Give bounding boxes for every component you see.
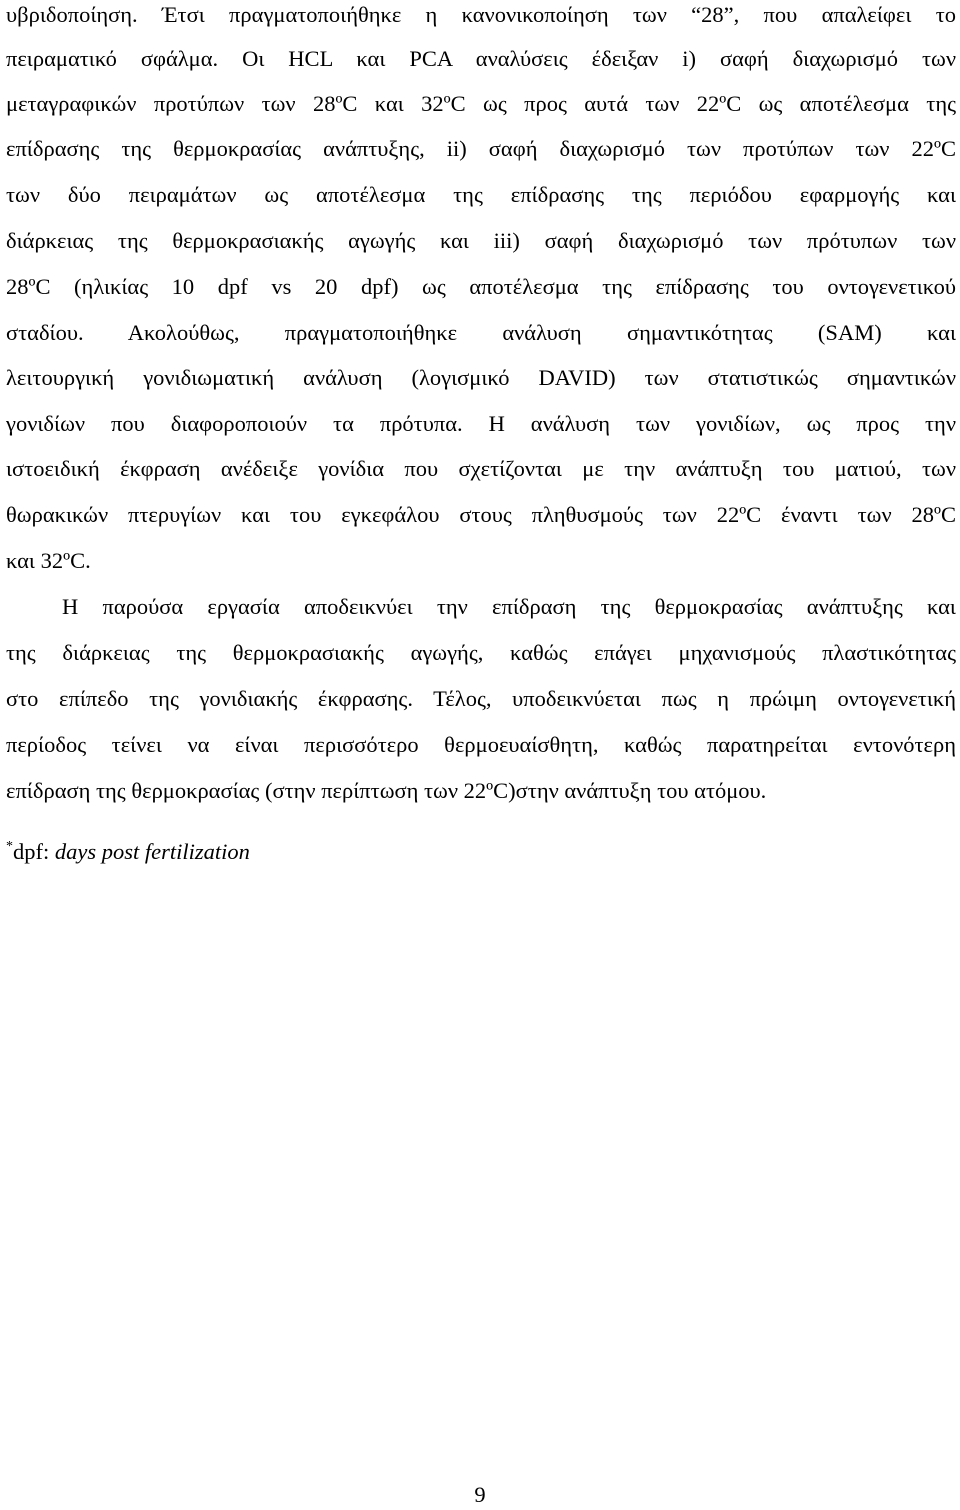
text-line: διάρκειας της θερμοκρασιακής αγωγής και iii) σαφή διαχωρισμό των πρότυπων των bbox=[6, 228, 956, 253]
text-line: των δύο πειραμάτων ως αποτέλεσμα της επίδρασης της περιόδου εφαρμογής και bbox=[6, 182, 956, 207]
text-line: πειραματικό σφάλμα. Οι HCL και PCA αναλύσεις έδειξαν i) σαφή διαχωρισμό των bbox=[6, 46, 956, 71]
text-line: υβριδοποίηση. Έτσι πραγματοποιήθηκε η κανονικοποίηση των “28”, που απαλείφει το bbox=[6, 2, 956, 27]
footnote bbox=[6, 832, 250, 867]
text-line: σταδίου. Ακολούθως, πραγματοποιήθηκε ανάλυση σημαντικότητας (SAM) και bbox=[6, 320, 956, 345]
text-line: επίδρασης της θερμοκρασίας ανάπτυξης, ii) σαφή διαχωρισμό των προτύπων των 22ºC bbox=[6, 136, 956, 161]
text-line: επίδραση της θερμοκρασίας (στην περίπτωση των 22ºC)στην ανάπτυξη του ατόμου. bbox=[6, 778, 767, 803]
text-line: λειτουργική γονιδιωματική ανάλυση (λογισμικό DAVID) των στατιστικώς σημαντικών bbox=[6, 365, 956, 390]
text-line: γονιδίων που διαφοροποιούν τα πρότυπα. Η ανάλυση των γονιδίων, ως προς την bbox=[6, 411, 956, 436]
text-line: ιστοειδική έκφραση ανέδειξε γονίδια που σχετίζονται με την ανάπτυξη του ματιού, των bbox=[6, 456, 956, 481]
page-number: 9 bbox=[474, 1482, 486, 1507]
footnote-abbreviation: dpf: bbox=[13, 839, 55, 864]
text-line: θωρακικών πτερυγίων και του εγκεφάλου στους πληθυσμούς των 22ºC έναντι των 28ºC bbox=[6, 502, 956, 527]
text-line: Η παρούσα εργασία αποδεικνύει την επίδραση της θερμοκρασίας ανάπτυξης και bbox=[62, 594, 956, 619]
text-line: μεταγραφικών προτύπων των 28ºC και 32ºC ως προς αυτά των 22ºC ως αποτέλεσμα της bbox=[6, 91, 956, 116]
text-line: στο επίπεδο της γονιδιακής έκφρασης. Τέλος, υποδεικνύεται πως η πρώιμη οντογενετική bbox=[6, 686, 956, 711]
text-line: περίοδος τείνει να είναι περισσότερο θερμοευαίσθητη, καθώς παρατηρείται εντονότερη bbox=[6, 732, 956, 757]
text-line: 28ºC (ηλικίας 10 dpf vs 20 dpf) ως αποτέλεσμα της επίδρασης του οντογενετικού bbox=[6, 274, 956, 299]
footnote-marker: * bbox=[6, 839, 13, 854]
text-line: της διάρκειας της θερμοκρασιακής αγωγής, καθώς επάγει μηχανισμούς πλαστικότητας bbox=[6, 640, 956, 665]
footnote-definition: days post fertilization bbox=[54, 839, 250, 864]
text-line: και 32ºC. bbox=[6, 548, 91, 573]
